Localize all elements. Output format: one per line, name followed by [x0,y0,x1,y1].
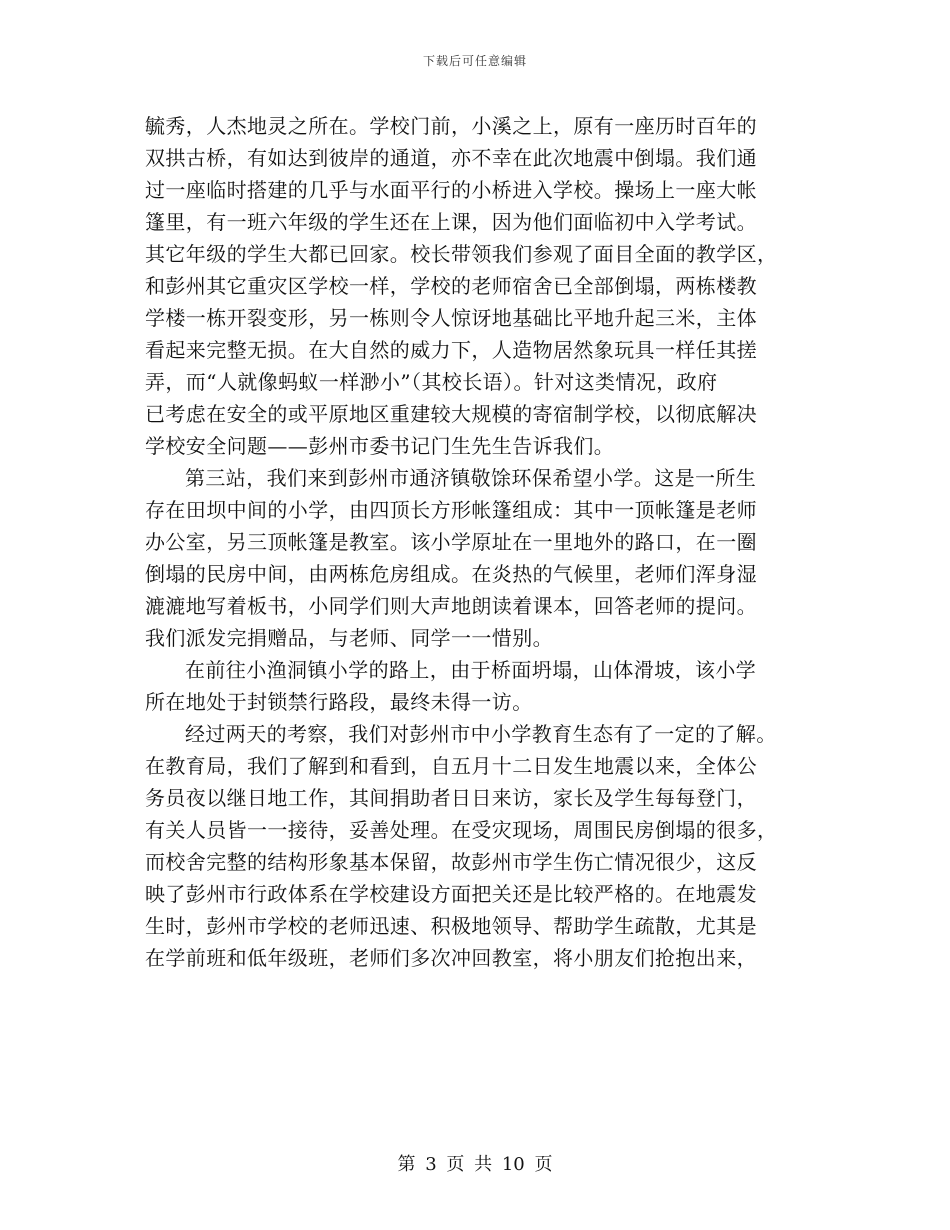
text-line: 倒塌的民房中间，由两栋危房组成。在炎热的气候里，老师们浑身湿 [145,562,757,586]
text-line: 过一座临时搭建的几乎与水面平行的小桥进入学校。操场上一座大帐 [145,178,757,202]
text-line: 我们派发完捐赠品，与老师、同学一一惜别。 [145,626,553,650]
text-line: 其它年级的学生大都已回家。校长带领我们参观了面目全面的教学区， [145,242,778,266]
text-line: 所在地处于封锁禁行路段，最终未得一访。 [145,690,533,714]
document-body [145,110,810,974]
text-line: 在教育局，我们了解到和看到，自五月十二日发生地震以来，全体公 [145,754,757,778]
text-line: 漉漉地写着板书，小同学们则大声地朗读着课本，回答老师的提问。 [145,594,757,618]
text-line: 办公室，另三顶帐篷是教室。该小学原址在一里地外的路口，在一圈 [145,530,757,554]
text-line: 看起来完整无损。在大自然的威力下，人造物居然象玩具一样任其搓 [145,338,757,362]
text-line: 存在田坝中间的小学，由四顶长方形帐篷组成：其中一顶帐篷是老师 [145,498,757,522]
text-line: 弄，而“人就像蚂蚁一样渺小”（其校长语）。针对这类情况，政府 [145,370,718,394]
text-line: 毓秀，人杰地灵之所在。学校门前，小溪之上，原有一座历时百年的 [145,114,757,138]
text-line: 生时，彭州市学校的老师迅速、积极地领导、帮助学生疏散，尤其是 [145,914,757,938]
text-line: 在学前班和低年级班，老师们多次冲回教室，将小朋友们抢抱出来， [145,946,757,970]
text-line: 务员夜以继日地工作，其间捐助者日日来访，家长及学生每每登门， [145,786,757,810]
text-line: 有关人员皆一一接待，妥善处理。在受灾现场，周围民房倒塌的很多， [145,818,778,842]
page-number-footer: 第 3 页 共 10 页 [397,1154,553,1175]
text-line: 已考虑在安全的或平原地区重建较大规模的寄宿制学校，以彻底解决 [145,402,757,426]
text-line: 而校舍完整的结构形象基本保留，故彭州市学生伤亡情况很少，这反 [145,850,757,874]
text-line: 学校安全问题——彭州市委书记门生先生告诉我们。 [145,434,615,458]
text-line: 双拱古桥，有如达到彼岸的通道，亦不幸在此次地震中倒塌。我们通 [145,146,757,170]
text-line: 映了彭州市行政体系在学校建设方面把关还是比较严格的。在地震发 [145,882,757,906]
text-line: 在前往小渔洞镇小学的路上，由于桥面坍塌，山体滑坡，该小学 [185,658,757,682]
text-line: 第三站，我们来到彭州市通济镇敬馀环保希望小学。这是一所生 [185,466,757,490]
text-line: 篷里，有一班六年级的学生还在上课，因为他们面临初中入学考试。 [145,210,757,234]
text-line: 和彭州其它重灾区学校一样，学校的老师宿舍已全部倒塌，两栋楼教 [145,274,757,298]
page-header: 下载后可任意编辑 [422,54,527,68]
text-line: 经过两天的考察，我们对彭州市中小学教育生态有了一定的了解。 [185,722,777,746]
text-line: 学楼一栋开裂变形，另一栋则令人惊讶地基础比平地升起三米，主体 [145,306,757,330]
